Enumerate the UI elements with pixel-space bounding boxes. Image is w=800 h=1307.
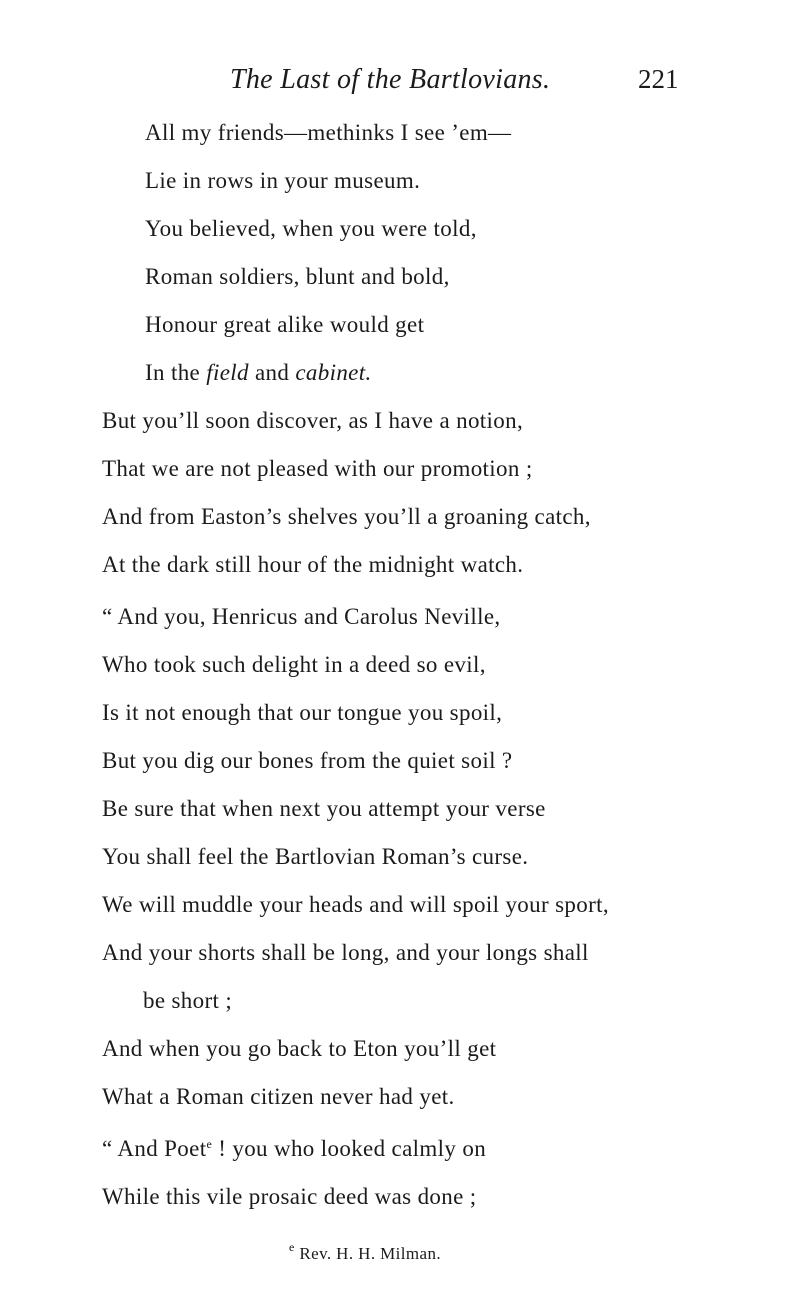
- footnote-marker: e: [206, 1137, 213, 1151]
- verse-line: You believed, when you were told,: [145, 216, 477, 241]
- verse-line: That we are not pleased with our promotion ;: [102, 456, 533, 481]
- verse-line: You shall feel the Bartlovian Roman’s curse.: [102, 844, 529, 869]
- verse-text: and: [248, 360, 296, 385]
- verse-line: Is it not enough that our tongue you spoil,: [102, 700, 503, 725]
- footnote-marker: e: [289, 1240, 295, 1254]
- verse-italic: field: [206, 360, 249, 385]
- verse-italic: cabinet.: [295, 360, 372, 385]
- verse-line: “ And you, Henricus and Carolus Neville,: [102, 604, 501, 629]
- verse-line: And when you go back to Eton you’ll get: [102, 1036, 497, 1061]
- verse-line: [102, 1136, 486, 1162]
- verse-line-continuation: be short ;: [143, 988, 233, 1013]
- verse-line: And from Easton’s shelves you’ll a groaning catch,: [102, 504, 591, 529]
- running-title: The Last of the Bartlovians.: [230, 64, 551, 95]
- verse-text: ! you who looked calmly on: [212, 1136, 487, 1161]
- verse-line: At the dark still hour of the midnight watch.: [102, 552, 524, 577]
- verse-line: All my friends—methinks I see ’em—: [145, 120, 512, 145]
- verse-line: But you dig our bones from the quiet soil ?: [102, 748, 513, 773]
- verse-line: We will muddle your heads and will spoil your sport,: [102, 892, 609, 917]
- verse-line: But you’ll soon discover, as I have a notion,: [102, 408, 524, 433]
- verse-line: [145, 360, 372, 386]
- verse-line: Lie in rows in your museum.: [145, 168, 421, 193]
- verse-text: In the: [145, 360, 207, 385]
- running-head: [0, 64, 800, 104]
- verse-line: Who took such delight in a deed so evil,: [102, 652, 486, 677]
- verse-line: And your shorts shall be long, and your longs shall: [102, 940, 589, 965]
- footnote: [289, 1240, 441, 1264]
- verse-line: What a Roman citizen never had yet.: [102, 1084, 455, 1109]
- footnote-text: Rev. H. H. Milman.: [294, 1244, 441, 1263]
- verse-line: Honour great alike would get: [145, 312, 425, 337]
- verse-line: Roman soldiers, blunt and bold,: [145, 264, 450, 289]
- verse-line: While this vile prosaic deed was done ;: [102, 1184, 477, 1209]
- verse-line: Be sure that when next you attempt your verse: [102, 796, 546, 821]
- verse-text: “ And Poet: [102, 1136, 207, 1161]
- page-number: 221: [638, 64, 679, 94]
